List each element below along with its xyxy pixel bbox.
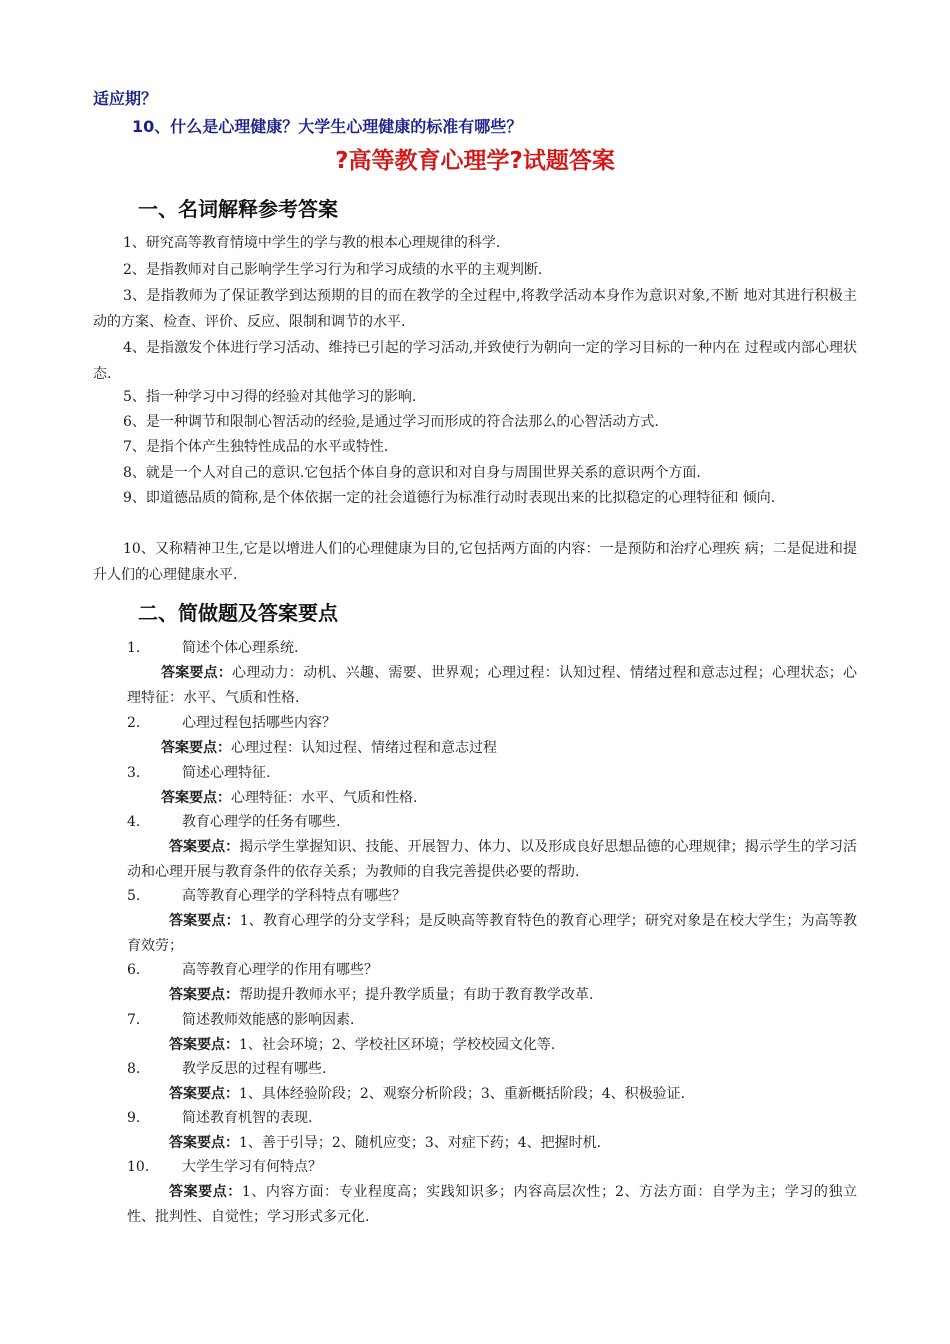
question-number: 3. <box>127 765 141 781</box>
question-text: 高等教育心理学的作用有哪些？ <box>182 962 378 978</box>
definition-10: 10、又称精神卫生,它是以增进人们的心理健康为目的,它包括两方面的内容：一是预防和治疗心理疾 病；二是促进和提升人们的心理健康水平. <box>93 541 857 583</box>
section-1-heading: 一、名词解释参考答案 <box>138 197 338 221</box>
answer-label: 答案要点： <box>161 665 233 681</box>
definition-2: 2、是指教师对自己影响学生学习行为和学习成绩的水平的主观判断. <box>123 262 543 278</box>
question-number: 5. <box>127 888 141 904</box>
answer-text: 心理过程：认知过程、情绪过程和意志过程 <box>231 740 497 756</box>
section-2-heading: 二、简做题及答案要点 <box>138 601 338 625</box>
question-number: 1. <box>127 640 141 656</box>
answer-text: 心理动力：动机、兴趣、需要、世界观；心理过程：认知过程、情绪过程和意志过程；心理状态；心理特征：水平、气质和性格. <box>127 665 858 706</box>
answer-label: 答案要点： <box>169 1086 239 1102</box>
question-number: 9. <box>127 1110 141 1126</box>
answer-text: 1、教育心理学的分支学科；是反映高等教育特色的教育心理学；研究对象是在校大学生；为高等教育效劳； <box>127 913 858 954</box>
definition-7: 7、是指个体产生独特性成品的水平或特性. <box>123 439 389 455</box>
answer-text: 心理特征：水平、气质和性格. <box>231 790 418 806</box>
answer-8 <box>127 1082 857 1107</box>
answer-label: 答案要点： <box>169 913 240 929</box>
answer-label: 答案要点： <box>169 1135 239 1151</box>
answer-text: 1、社会环境；2、学校社区环境；学校校园文化等. <box>239 1037 556 1053</box>
answer-label: 答案要点： <box>161 740 231 756</box>
answer-label: 答案要点： <box>161 790 231 806</box>
answer-5 <box>127 909 857 959</box>
definition-9: 9、即道德品质的简称,是个体依据一定的社会道德行为标准行动时表现出来的比拟稳定的心理特征和 倾向. <box>123 490 776 506</box>
answer-text: 帮助提升教师水平；提升教学质量；有助于教育教学改革. <box>239 987 594 1003</box>
answer-label: 答案要点： <box>169 987 239 1003</box>
answer-9 <box>127 1131 857 1156</box>
question-text: 简述教师效能感的影响因素. <box>182 1012 355 1028</box>
question-text: 简述教育机智的表现. <box>182 1110 313 1126</box>
question-number: 8. <box>127 1061 141 1077</box>
answer-4 <box>127 835 857 885</box>
answer-2 <box>127 736 857 761</box>
question-number: 7. <box>127 1012 141 1028</box>
answer-label: 答案要点： <box>169 1037 239 1053</box>
question-text: 教学反思的过程有哪些. <box>182 1061 327 1077</box>
answer-1 <box>127 661 857 711</box>
document-title: ?高等教育心理学?试题答案 <box>335 148 615 174</box>
header-line-2: 10、什么是心理健康？大学生心理健康的标准有哪些？ <box>132 117 523 136</box>
answer-6 <box>127 983 857 1008</box>
answer-text: 1、善于引导；2、随机应变；3、对症下药；4、把握时机. <box>239 1135 602 1151</box>
answer-text: 1、具体经验阶段；2、观察分析阶段；3、重新概括阶段；4、积极验证. <box>239 1086 686 1102</box>
answer-label: 答案要点： <box>169 839 240 855</box>
question-number: 2. <box>127 715 141 731</box>
answer-text: 1、内容方面：专业程度高；实践知识多；内容高层次性；2、方法方面：自学为主；学习的独立性、批判性、自觉性；学习形式多元化. <box>127 1184 858 1225</box>
answer-7 <box>127 1033 857 1058</box>
question-text: 心理过程包括哪些内容？ <box>182 715 336 731</box>
answer-text: 揭示学生掌握知识、技能、开展智力、体力、以及形成良好思想品德的心理规律；揭示学生的学习活动和心理开展与教育条件的依存关系；为教师的自我完善提供必要的帮助. <box>127 839 858 880</box>
question-number: 6. <box>127 962 141 978</box>
question-text: 简述个体心理系统. <box>182 640 299 656</box>
answer-10 <box>127 1180 857 1230</box>
definition-8: 8、就是一个人对自己的意识.它包括个体自身的意识和对自身与周围世界关系的意识两个方面. <box>123 465 701 481</box>
definition-5: 5、指一种学习中习得的经验对其他学习的影响. <box>123 389 417 405</box>
definition-1: 1、研究高等教育情境中学生的学与教的根本心理规律的科学. <box>123 235 501 251</box>
question-text: 大学生学习有何特点？ <box>182 1159 322 1175</box>
question-text: 简述心理特征. <box>182 765 271 781</box>
answer-label: 答案要点： <box>169 1184 242 1200</box>
definition-4: 4、是指激发个体进行学习活动、维持已引起的学习活动,并致使行为朝向一定的学习目标的一种内在 过程或内部心理状态. <box>93 340 857 382</box>
header-line-1: 适应期？ <box>93 89 158 108</box>
answer-3 <box>127 786 857 811</box>
question-text: 高等教育心理学的学科特点有哪些？ <box>182 888 406 904</box>
question-number: 4. <box>127 814 141 830</box>
definition-6: 6、是一种调节和限制心智活动的经验,是通过学习而形成的符合法那么的心智活动方式. <box>123 414 659 430</box>
question-number: 10. <box>127 1159 150 1175</box>
question-text: 教育心理学的任务有哪些. <box>182 814 341 830</box>
definition-3: 3、是指教师为了保证教学到达预期的目的而在教学的全过程中,将教学活动本身作为意识对象,不断 地对其进行积极主动的方案、检查、评价、反应、限制和调节的水平. <box>93 288 857 330</box>
